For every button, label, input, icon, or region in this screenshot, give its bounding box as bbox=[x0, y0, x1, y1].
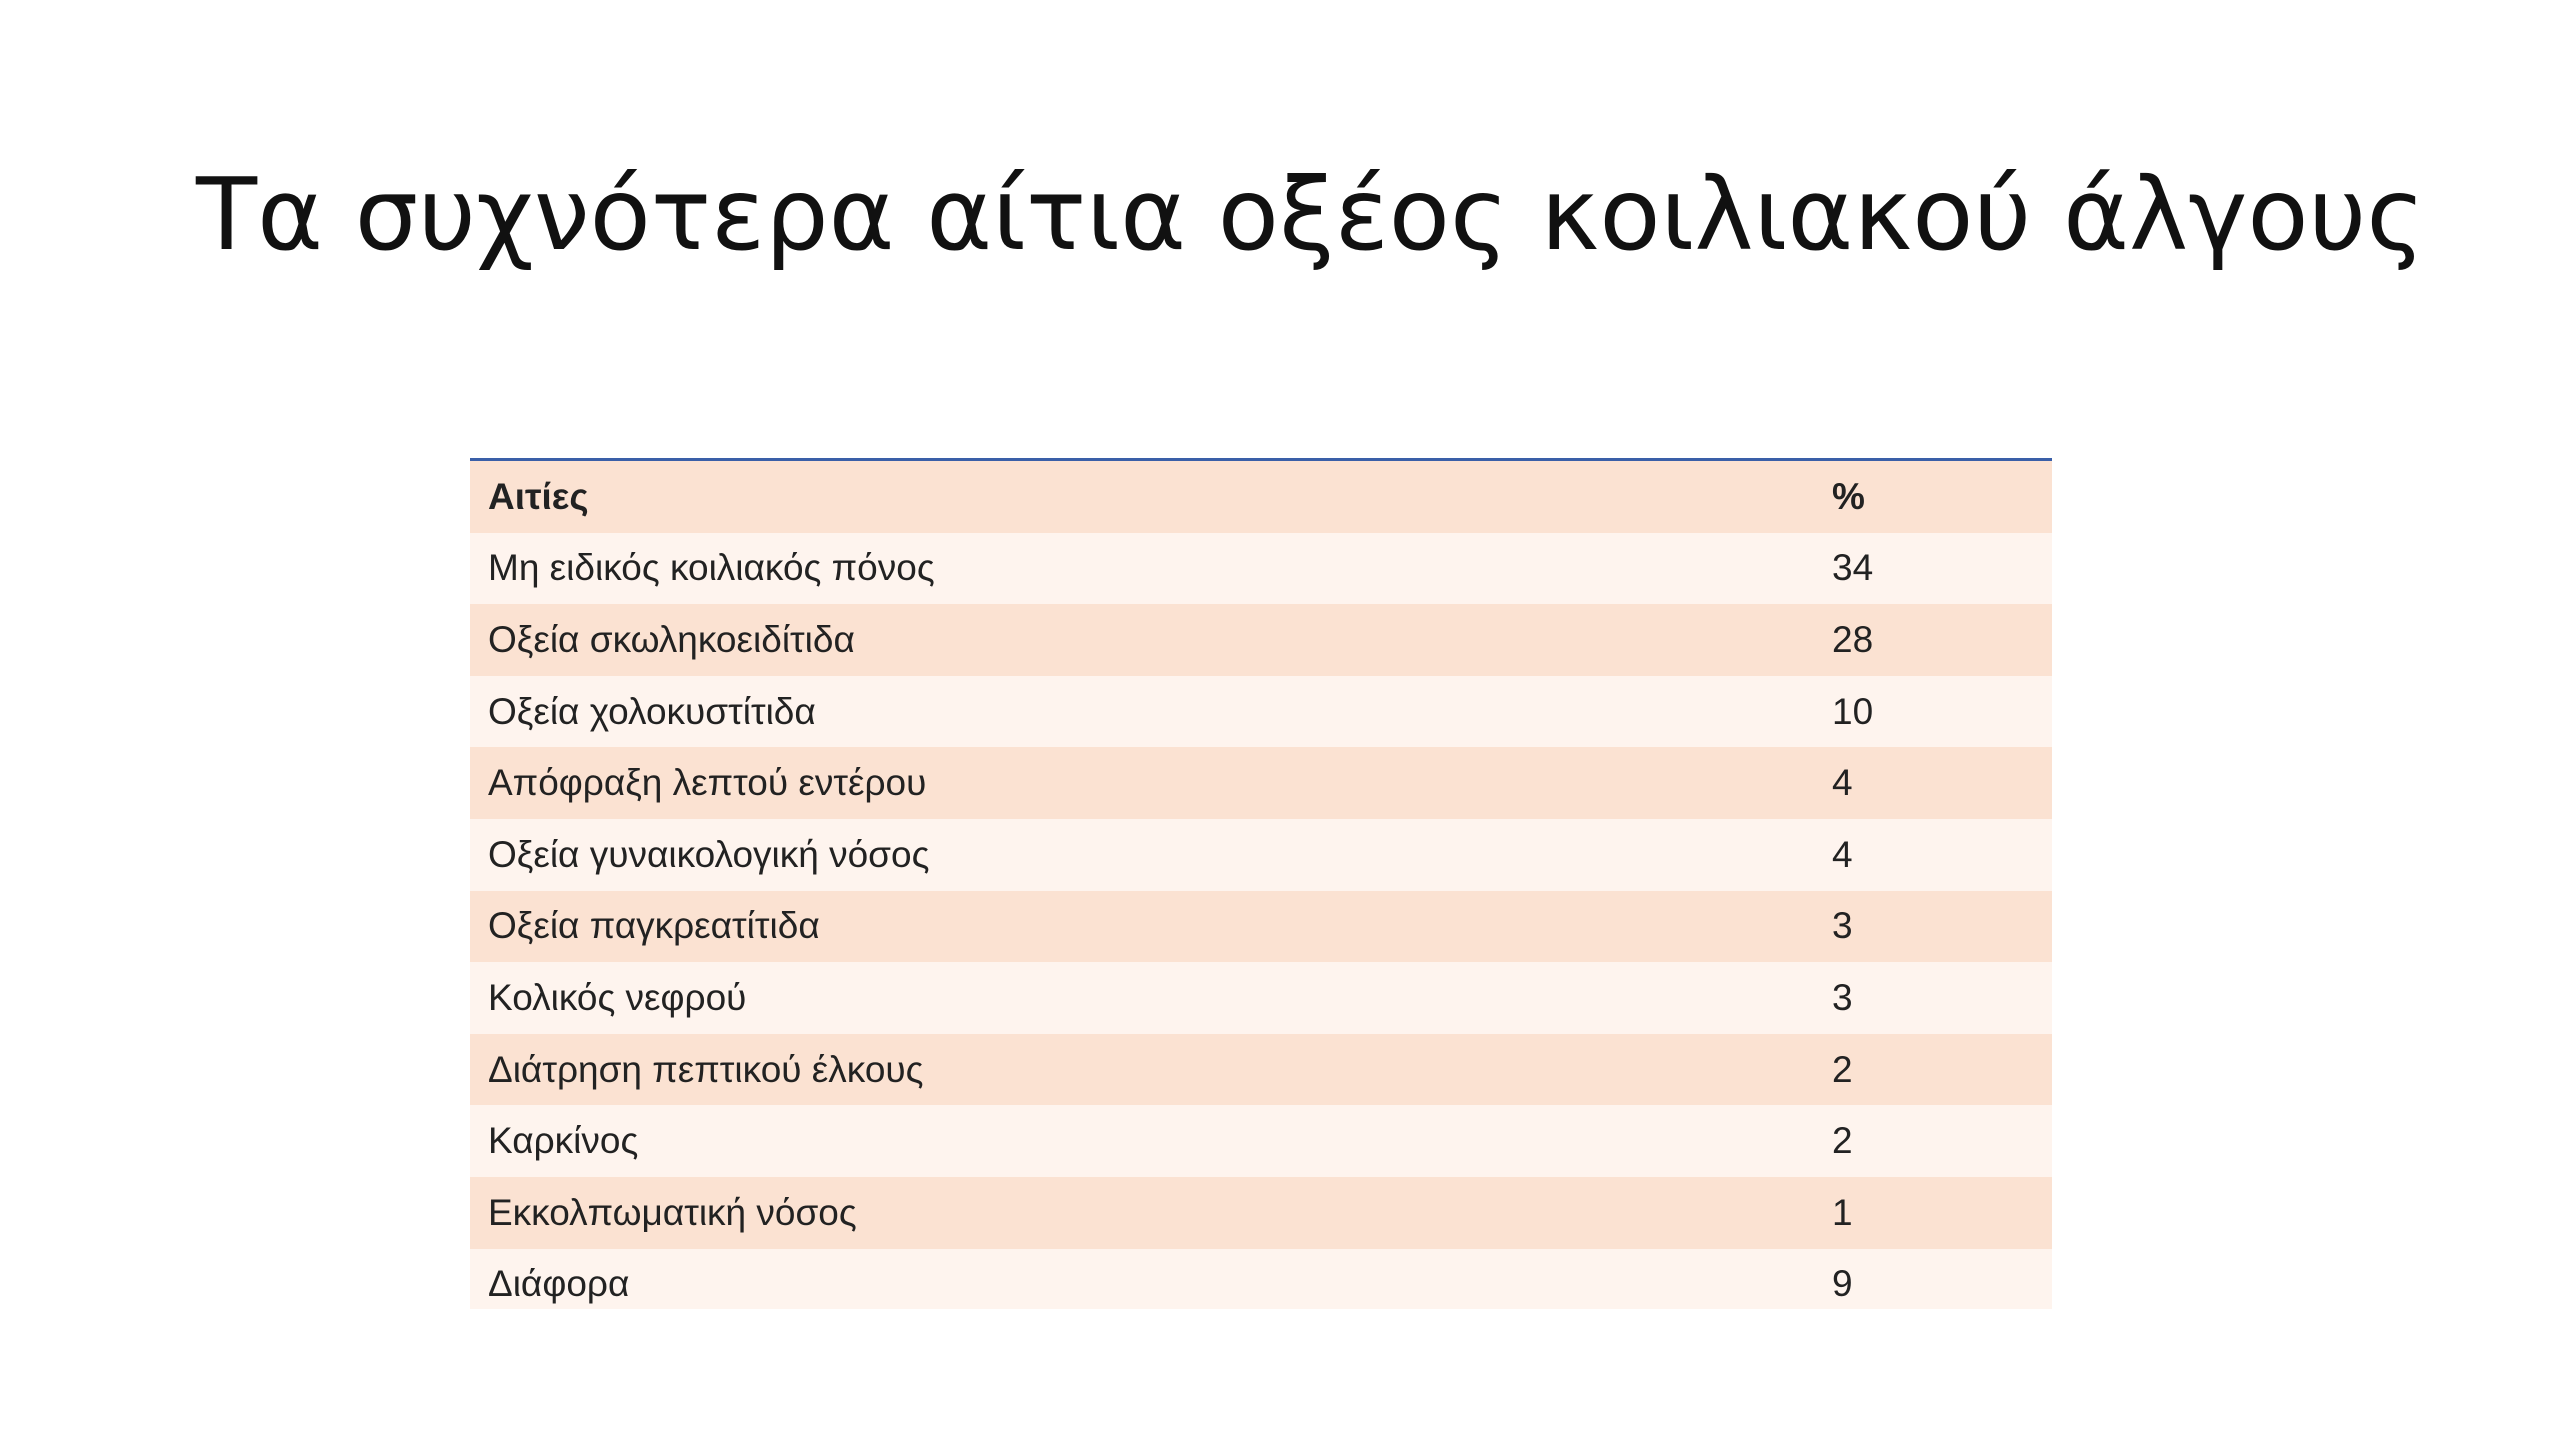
percent-cell: 3 bbox=[1760, 891, 2052, 963]
percent-cell: 28 bbox=[1760, 604, 2052, 676]
table-row bbox=[470, 1105, 2052, 1177]
slide-title: Τα συχνότερα αίτια οξέος κοιλιακού άλγους bbox=[196, 156, 2426, 273]
percent-cell: 9 bbox=[1760, 1249, 2052, 1309]
header-percent: % bbox=[1760, 461, 2052, 533]
cause-cell: Διάφορα bbox=[470, 1249, 1760, 1309]
cause-cell: Μη ειδικός κοιλιακός πόνος bbox=[470, 533, 1760, 605]
cause-cell: Κολικός νεφρού bbox=[470, 962, 1760, 1034]
table-row bbox=[470, 962, 2052, 1034]
table-row bbox=[470, 604, 2052, 676]
cause-cell: Οξεία χολοκυστίτιδα bbox=[470, 676, 1760, 748]
table-row bbox=[470, 1034, 2052, 1106]
percent-cell: 3 bbox=[1760, 962, 2052, 1034]
cause-cell: Απόφραξη λεπτού εντέρου bbox=[470, 747, 1760, 819]
cause-cell: Εκκολπωματική νόσος bbox=[470, 1177, 1760, 1249]
percent-cell: 4 bbox=[1760, 819, 2052, 891]
percent-cell: 1 bbox=[1760, 1177, 2052, 1249]
table-row bbox=[470, 891, 2052, 963]
table-row bbox=[470, 533, 2052, 605]
percent-cell: 34 bbox=[1760, 533, 2052, 605]
cause-cell: Οξεία γυναικολογική νόσος bbox=[470, 819, 1760, 891]
table-row bbox=[470, 1249, 2052, 1309]
table-header-row bbox=[470, 461, 2052, 533]
percent-cell: 2 bbox=[1760, 1105, 2052, 1177]
table-row bbox=[470, 1177, 2052, 1249]
table-row bbox=[470, 747, 2052, 819]
header-cause: Αιτίες bbox=[470, 461, 1760, 533]
cause-cell: Οξεία σκωληκοειδίτιδα bbox=[470, 604, 1760, 676]
percent-cell: 10 bbox=[1760, 676, 2052, 748]
table-row bbox=[470, 819, 2052, 891]
percent-cell: 2 bbox=[1760, 1034, 2052, 1106]
causes-table-container bbox=[470, 458, 2052, 1309]
cause-cell: Καρκίνος bbox=[470, 1105, 1760, 1177]
percent-cell: 4 bbox=[1760, 747, 2052, 819]
cause-cell: Οξεία παγκρεατίτιδα bbox=[470, 891, 1760, 963]
cause-cell: Διάτρηση πεπτικού έλκους bbox=[470, 1034, 1760, 1106]
causes-table bbox=[470, 461, 2052, 1309]
table-row bbox=[470, 676, 2052, 748]
